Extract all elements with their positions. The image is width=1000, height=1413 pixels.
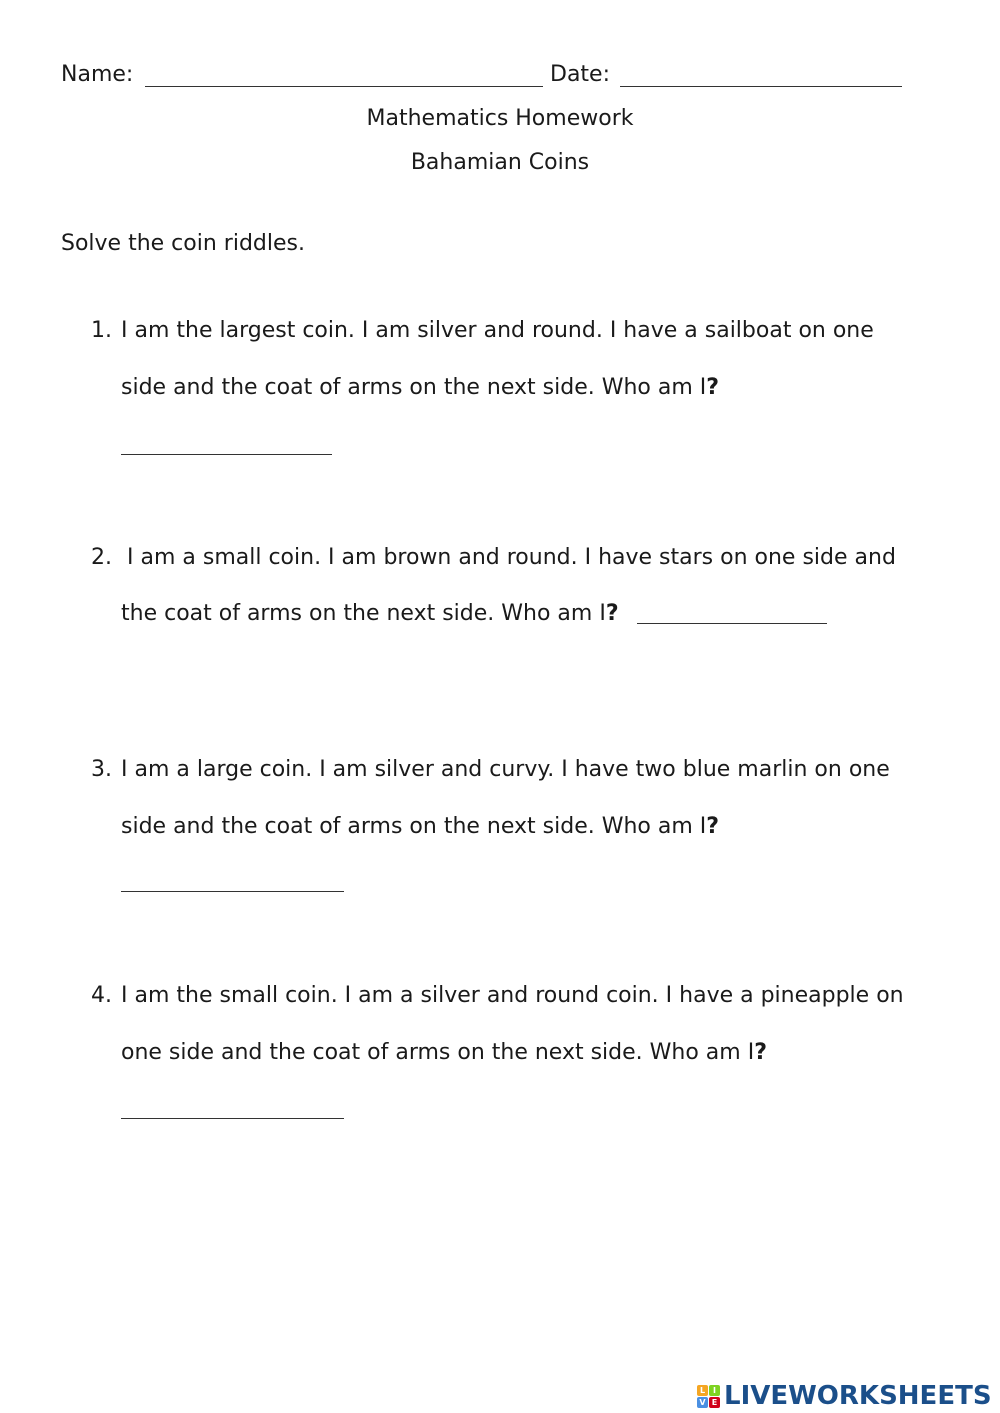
logo-letter: I bbox=[709, 1385, 720, 1396]
liveworksheets-logo[interactable] bbox=[697, 1379, 992, 1413]
riddle-line bbox=[121, 377, 719, 399]
riddle-line-text: the coat of arms on the next side. Who am I bbox=[121, 601, 606, 626]
logo-letter: E bbox=[709, 1397, 720, 1408]
riddle-line bbox=[121, 816, 719, 838]
riddle-line: I am a large coin. I am silver and curvy. I have two blue marlin on one bbox=[121, 757, 890, 782]
page-title: Mathematics Homework bbox=[366, 106, 634, 131]
instructions: Solve the coin riddles. bbox=[61, 231, 305, 256]
riddle-number: 1. bbox=[91, 318, 112, 343]
riddle-line: I am the largest coin. I am silver and round. I have a sailboat on one bbox=[121, 318, 874, 343]
question-mark: ? bbox=[754, 1040, 767, 1065]
riddle-line-text: side and the coat of arms on the next side. Who am I bbox=[121, 375, 707, 400]
riddle-line bbox=[121, 603, 619, 625]
logo-letter: L bbox=[697, 1385, 708, 1396]
date-field[interactable] bbox=[620, 86, 902, 87]
riddle-number: 3. bbox=[91, 757, 112, 782]
riddle-line-text: side and the coat of arms on the next side. Who am I bbox=[121, 814, 707, 839]
answer-field[interactable] bbox=[637, 623, 827, 624]
riddle-number: 4. bbox=[91, 983, 112, 1008]
liveworksheets-icon bbox=[697, 1385, 720, 1408]
name-label: Name: bbox=[61, 62, 134, 87]
riddle-line bbox=[121, 1042, 767, 1064]
date-label: Date: bbox=[550, 62, 610, 87]
riddle-number: 2. bbox=[91, 545, 112, 570]
page-subtitle: Bahamian Coins bbox=[410, 150, 590, 175]
question-mark: ? bbox=[605, 601, 619, 626]
answer-field[interactable] bbox=[121, 891, 344, 892]
answer-field[interactable] bbox=[121, 454, 332, 455]
question-mark: ? bbox=[706, 375, 720, 400]
riddle-line: I am a small coin. I am brown and round. I have stars on one side and bbox=[127, 545, 896, 570]
question-mark: ? bbox=[706, 814, 720, 839]
logo-text: LIVEWORKSHEETS bbox=[724, 1381, 992, 1411]
logo-letter: V bbox=[697, 1397, 708, 1408]
riddle-line-text: one side and the coat of arms on the next side. Who am I bbox=[121, 1040, 755, 1065]
name-field[interactable] bbox=[145, 86, 543, 87]
answer-field[interactable] bbox=[121, 1118, 344, 1119]
riddle-line: I am the small coin. I am a silver and round coin. I have a pineapple on bbox=[121, 983, 904, 1008]
